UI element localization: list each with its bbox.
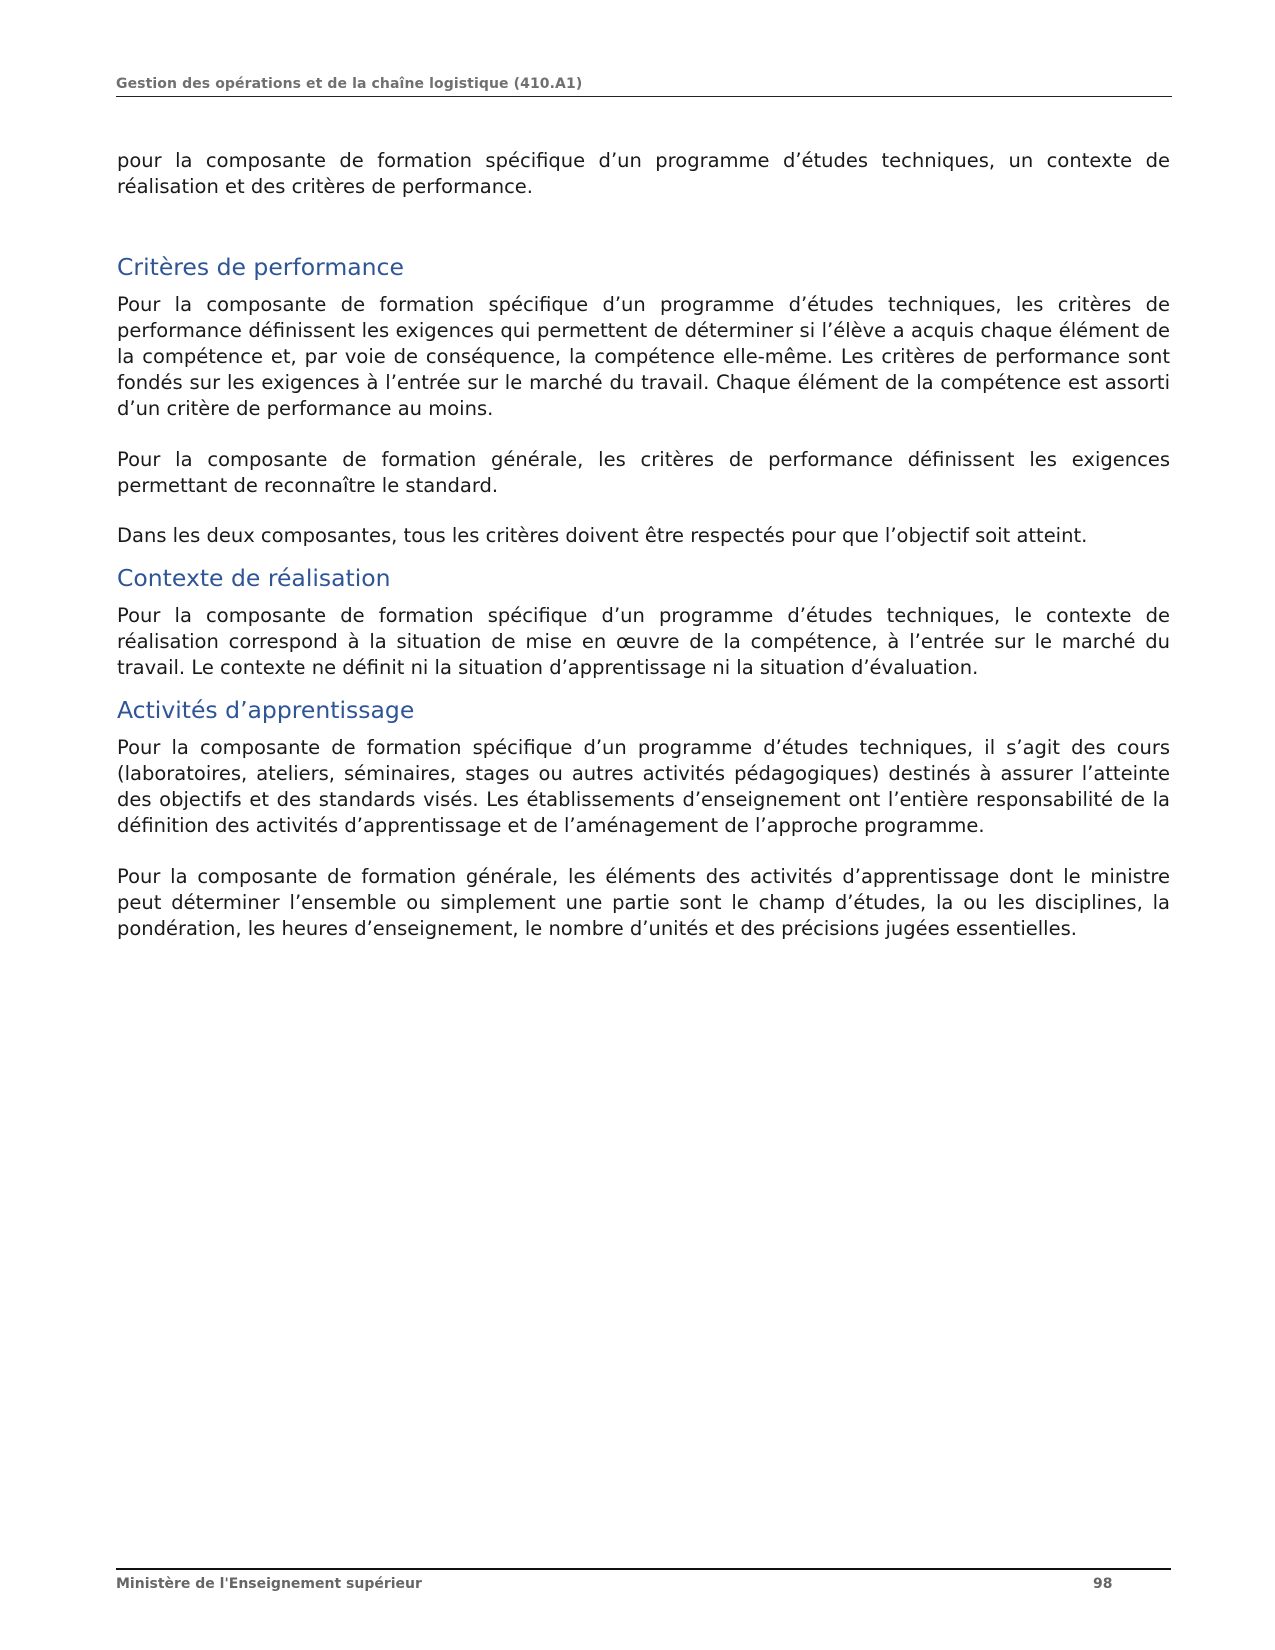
document-title: Gestion des opérations et de la chaîne logistique (410.A1): [116, 76, 583, 92]
page-header: [116, 72, 1172, 97]
body-paragraph: Pour la composante de formation spécifique d’un programme d’études techniques, les critères de performance définissent les exigences qui permettent de déterminer si l’élève a acquis chaque élément de la compétence et, par voie de conséquence, la compétence elle-même. Les critères de performance sont fondés sur les exigences à l’entrée sur le marché du travail. Chaque élément de la compétence est assorti d’un critère de performance au moins.: [117, 293, 1170, 420]
body-paragraph: Dans les deux composantes, tous les critères doivent être respectés pour que l’objectif soit atteint.: [117, 524, 1088, 547]
page-number: 98: [1093, 1576, 1113, 1592]
section-heading-contexte: Contexte de réalisation: [117, 564, 391, 592]
intro-paragraph: pour la composante de formation spécifique d’un programme d’études techniques, un contexte de réalisation et des critères de performance.: [117, 149, 1170, 198]
body-paragraph: Pour la composante de formation spécifique d’un programme d’études techniques, il s’agit des cours (laboratoires, ateliers, séminaires, stages ou autres activités pédagogiques) destinés à assurer l’atteinte des objectifs et des standards visés. Les établissements d’enseignement ont l’entière responsabilité de la définition des activités d’apprentissage et de l’aménagement de l’approche programme.: [117, 736, 1170, 837]
section-heading-criteres: Critères de performance: [117, 253, 404, 281]
footer-organization: Ministère de l'Enseignement supérieur: [116, 1576, 422, 1592]
section-heading-activites: Activités d’apprentissage: [117, 696, 415, 724]
page-footer: [116, 1568, 1171, 1600]
body-paragraph: Pour la composante de formation spécifique d’un programme d’études techniques, le contexte de réalisation correspond à la situation de mise en œuvre de la compétence, à l’entrée sur le marché du travail. Le contexte ne définit ni la situation d’apprentissage ni la situation d’évaluation.: [117, 604, 1170, 679]
page-content: [117, 148, 1170, 942]
body-paragraph: Pour la composante de formation générale, les critères de performance définissent les exigences permettant de reconnaître le standard.: [117, 448, 1170, 497]
body-paragraph: Pour la composante de formation générale, les éléments des activités d’apprentissage dont le ministre peut déterminer l’ensemble ou simplement une partie sont le champ d’études, la ou les disciplines, la pondération, les heures d’enseignement, le nombre d’unités et des précisions jugées essentielles.: [117, 865, 1170, 940]
